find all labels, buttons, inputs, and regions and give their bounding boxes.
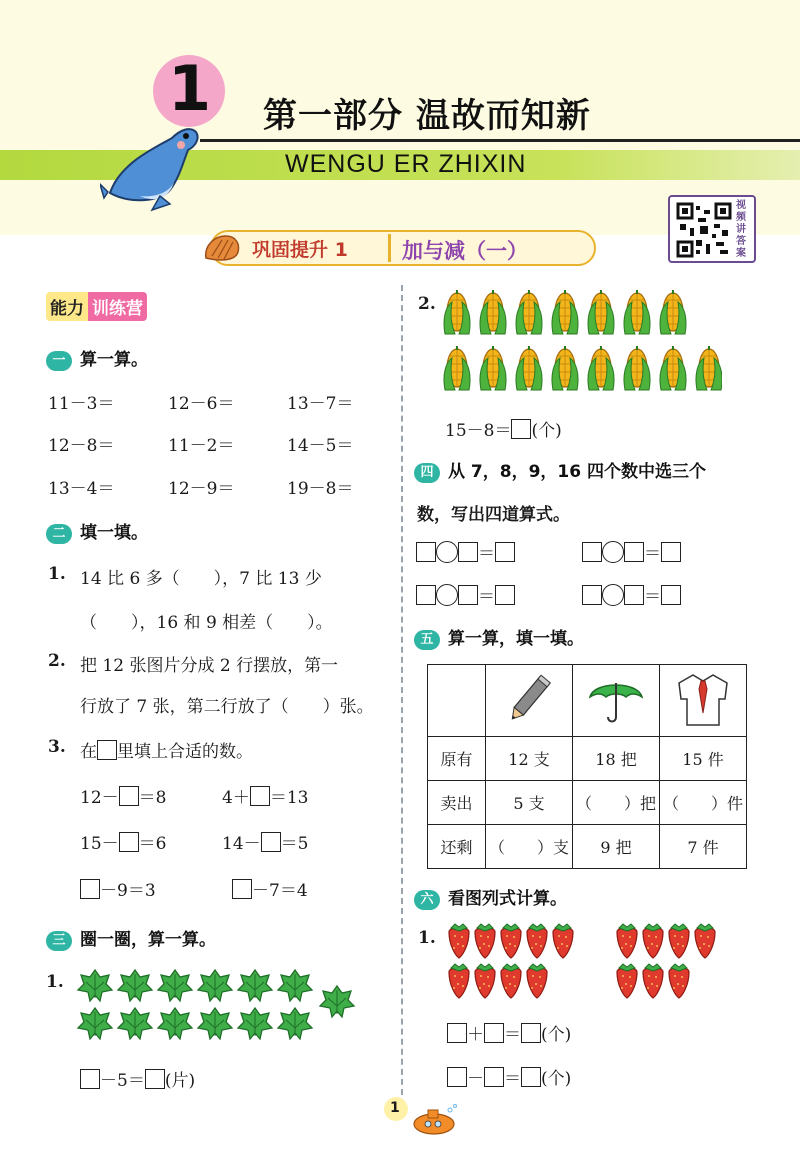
corn-icon	[516, 346, 542, 390]
fill-equation: 14－ ＝5	[222, 834, 309, 854]
answer-box[interactable]	[495, 542, 515, 562]
answer-box[interactable]	[458, 585, 478, 605]
part-title: 第一部分 温故而知新	[263, 96, 591, 136]
pencil-icon	[504, 671, 554, 727]
answer-box[interactable]	[495, 585, 515, 605]
corn-icon	[480, 346, 506, 390]
leaf-icon	[78, 970, 112, 1001]
lesson-title: 巩固提升 1	[252, 239, 348, 261]
corn-icon	[624, 346, 650, 390]
section-4-heading-line2: 数，写出四道算式。	[417, 505, 570, 525]
umbrella-icon	[586, 671, 646, 727]
question-text: 行放了 7 张，第二行放了（ ）张。	[80, 697, 374, 717]
answer-box[interactable]	[80, 1069, 100, 1089]
answer-box[interactable]	[447, 1023, 467, 1043]
answer-box[interactable]	[80, 879, 100, 899]
table-cell: 12 支	[486, 737, 573, 781]
arith-item: 12－6＝	[168, 394, 235, 414]
corn-equation: 15－8＝ (个)	[445, 421, 562, 441]
corn-icon	[480, 290, 506, 334]
strawberry-equation-sub: － ＝ (个)	[447, 1064, 571, 1089]
corn-icon	[552, 290, 578, 334]
strawberries-figure	[444, 920, 734, 1002]
strawberry-icon	[475, 924, 495, 958]
column-divider	[401, 285, 403, 1105]
leaf-icon	[278, 970, 312, 1001]
answer-box[interactable]	[447, 1067, 467, 1087]
answer-box[interactable]	[458, 542, 478, 562]
leaf-icon	[118, 970, 152, 1001]
answer-box[interactable]	[119, 786, 139, 806]
strawberry-icon	[643, 924, 663, 958]
fill-equation: 15－ ＝6	[80, 834, 167, 854]
table-cell[interactable]: （ ）支	[486, 825, 573, 869]
answer-box[interactable]	[416, 542, 436, 562]
corn-icon	[444, 290, 470, 334]
strawberry-icon	[527, 964, 547, 998]
shell-icon	[202, 232, 242, 264]
unit-number: 1	[168, 52, 212, 125]
operator-circle[interactable]	[436, 541, 458, 563]
table-cell: 18 把	[573, 737, 660, 781]
answer-box[interactable]	[511, 419, 531, 439]
strawberry-icon	[501, 964, 521, 998]
strawberry-icon	[553, 924, 573, 958]
corn-icon	[444, 346, 470, 390]
leaf-icon	[278, 1008, 312, 1039]
strawberry-icon	[617, 924, 637, 958]
answer-box[interactable]	[145, 1069, 165, 1089]
leaf-icon	[238, 1008, 272, 1039]
leaf-icon	[78, 1008, 112, 1039]
table-header-pencil	[486, 665, 573, 737]
lesson-banner	[210, 230, 596, 266]
part-pinyin: WENGU ER ZHIXIN	[285, 150, 527, 178]
answer-box[interactable]	[261, 832, 281, 852]
table-cell[interactable]: （ ）件	[660, 781, 747, 825]
strawberry-icon	[669, 964, 689, 998]
question-number: 2.	[48, 651, 66, 671]
table-header-shirt	[660, 665, 747, 737]
answer-box[interactable]	[232, 879, 252, 899]
arith-item: 13－7＝	[287, 394, 354, 414]
answer-box[interactable]	[97, 740, 117, 760]
corn-icon	[660, 290, 686, 334]
question-text: （ ），16 和 9 相差（ ）。	[80, 613, 333, 633]
leaf-icon	[158, 970, 192, 1001]
fill-equation: －7＝4	[232, 876, 308, 901]
leaf-icon	[198, 970, 232, 1001]
row-label: 原有	[428, 737, 486, 781]
qr-label: 视频讲答案	[736, 200, 746, 259]
answer-box[interactable]	[484, 1023, 504, 1043]
qr-code-icon	[676, 202, 732, 258]
leaf-icon	[118, 1008, 152, 1039]
section-3-heading: 三 圈一圈，算一算。	[46, 925, 216, 951]
section-1-heading: 一 算一算。	[46, 345, 148, 371]
answer-box[interactable]	[250, 786, 270, 806]
fill-equation: －9＝3	[80, 876, 156, 901]
answer-box[interactable]	[119, 832, 139, 852]
section-6-heading: 六 看图列式计算。	[414, 884, 567, 910]
answer-box[interactable]	[521, 1067, 541, 1087]
operator-circle[interactable]	[436, 584, 458, 606]
strawberry-icon	[527, 924, 547, 958]
question-text: 把 12 张图片分成 2 行摆放，第一	[80, 656, 339, 676]
qr-code-box[interactable]	[668, 195, 756, 263]
answer-box[interactable]	[582, 585, 602, 605]
table-corner-cell	[428, 665, 486, 737]
question-number: 1.	[46, 972, 64, 992]
table-cell: 9 把	[573, 825, 660, 869]
strawberry-icon	[669, 924, 689, 958]
header-rule	[200, 139, 800, 142]
section-4-heading: 四 从 7，8，9，16 四个数中选三个	[414, 457, 706, 483]
arith-item: 19－8＝	[287, 479, 354, 499]
leaf-icon	[238, 970, 272, 1001]
arith-item: 12－8＝	[48, 436, 115, 456]
sales-table	[427, 664, 747, 869]
question-number: 1.	[48, 564, 66, 584]
section-5-heading: 五 算一算，填一填。	[414, 624, 584, 650]
corn-icon	[660, 346, 686, 390]
corn-icon	[516, 290, 542, 334]
answer-box[interactable]	[484, 1067, 504, 1087]
leaf-icon	[158, 1008, 192, 1039]
strawberry-icon	[475, 964, 495, 998]
table-cell: 7 件	[660, 825, 747, 869]
table-cell: 5 支	[486, 781, 573, 825]
strawberry-equation-add: ＋ ＝ (个)	[447, 1020, 571, 1045]
table-cell: 15 件	[660, 737, 747, 781]
leaf-icon	[198, 1008, 232, 1039]
strawberry-icon	[501, 924, 521, 958]
expression-template: ＝	[582, 539, 681, 564]
arith-item: 12－9＝	[168, 479, 235, 499]
lesson-divider	[388, 234, 391, 262]
expression-template: ＝	[416, 539, 515, 564]
ability-camp-label: 能力 训练营	[46, 292, 147, 320]
strawberry-icon	[643, 964, 663, 998]
corn-figure	[440, 286, 722, 398]
question-text: 在 里填上合适的数。	[80, 742, 253, 762]
corn-icon	[588, 346, 614, 390]
table-cell[interactable]: （ ）把	[573, 781, 660, 825]
row-label: 还剩	[428, 825, 486, 869]
corn-icon	[552, 346, 578, 390]
row-label: 卖出	[428, 781, 486, 825]
table-header-umbrella	[573, 665, 660, 737]
corn-icon	[624, 290, 650, 334]
seal-illustration	[100, 118, 210, 213]
arith-item: 14－5＝	[287, 436, 354, 456]
corn-icon	[588, 290, 614, 334]
answer-box[interactable]	[661, 585, 681, 605]
submarine-icon	[408, 1104, 460, 1138]
leaves-figure	[76, 966, 366, 1046]
operator-circle[interactable]	[602, 584, 624, 606]
expression-template: ＝	[582, 582, 681, 607]
answer-box[interactable]	[416, 585, 436, 605]
question-number: 2.	[418, 294, 436, 314]
leaves-equation: －5＝ (片)	[80, 1066, 195, 1091]
question-number: 3.	[48, 737, 66, 757]
section-2-heading: 二 填一填。	[46, 518, 148, 544]
question-text: 14 比 6 多（ ），7 比 13 少	[80, 569, 322, 589]
arith-item: 11－3＝	[48, 394, 115, 414]
page-number: 1	[390, 1100, 400, 1116]
strawberry-icon	[617, 964, 637, 998]
fill-equation: 12－ ＝8	[80, 788, 167, 808]
corn-icon	[696, 346, 722, 390]
strawberry-icon	[449, 924, 469, 958]
question-number: 1.	[418, 928, 436, 948]
strawberry-icon	[695, 924, 715, 958]
shirt-icon	[675, 669, 731, 729]
answer-box[interactable]	[624, 585, 644, 605]
arith-item: 11－2＝	[168, 436, 235, 456]
lesson-topic: 加与减（一）	[402, 239, 528, 263]
strawberry-icon	[449, 964, 469, 998]
operator-circle[interactable]	[602, 541, 624, 563]
answer-box[interactable]	[582, 542, 602, 562]
answer-box[interactable]	[661, 542, 681, 562]
expression-template: ＝	[416, 582, 515, 607]
answer-box[interactable]	[521, 1023, 541, 1043]
answer-box[interactable]	[624, 542, 644, 562]
fill-equation: 4＋ ＝13	[222, 788, 309, 808]
leaf-icon	[320, 986, 354, 1017]
arith-item: 13－4＝	[48, 479, 115, 499]
